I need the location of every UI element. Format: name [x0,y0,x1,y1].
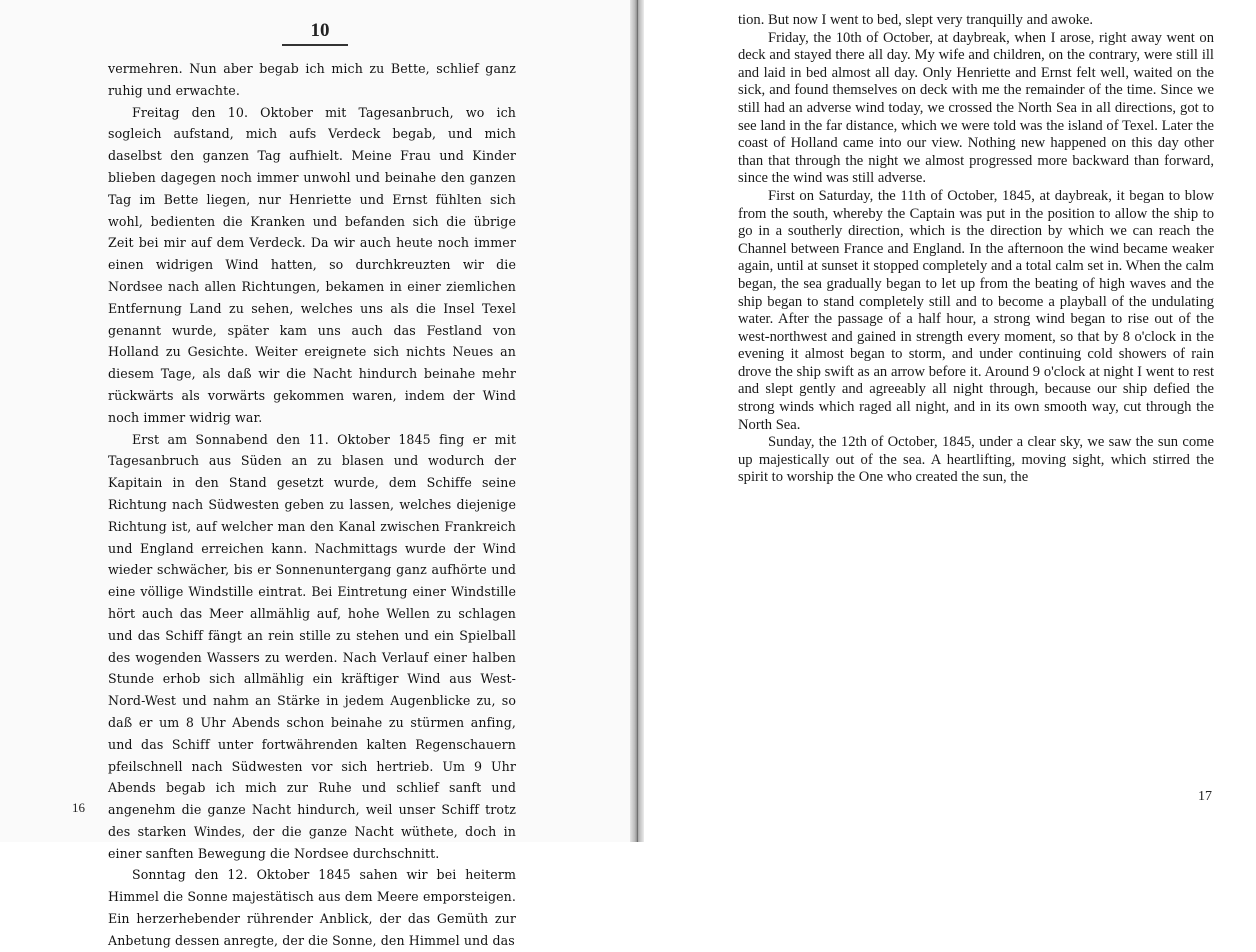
english-paragraph: tion. But now I went to bed, slept very tranquilly and awoke. [738,12,1094,28]
right-page-number: 17 [1198,789,1212,804]
page-number-rule [282,44,348,46]
right-page-english-translation [644,0,1256,842]
english-paragraph: Friday, the 10th of October, at daybreak, when I arose, right away went on deck and stayed there all day. My wife and children, on the contrary, were still ill and laid in bed almost all day. Only Henriette and Ernst felt well, waited on the sick, and found themselves on deck with me the remainder of the time. Since we still had an adverse wind today, we crossed the North Sea in all directions, got to see land in the far distance, which we were told was the island of Texel. Later the coast of Holland came into our view. Nothing new happened on this day other than that through the night we almost progressed more backward than forward, since the wind was still adverse. [738,29,1214,187]
german-paragraph: Erst am Sonnabend den 11. Oktober 1845 fing er mit Tagesanbruch aus Süden an zu blasen und wodurch der Kapitain in den Stand gesetzt wurde, dem Schiffe seine Richtung nach Südwesten geben zu lassen, welches diejenige Richtung ist, auf welcher man den Kanal zwischen Frankreich und England erreichen kann. Nachmittags wurde der Wind wieder schwächer, bis er Sonnenuntergang ganz aufhörte und eine völlige Windstille eintrat. Bei Eintretung einer Windstille hört auch das Meer allmählig auf, hohe Wellen zu schlagen und das Schiff fängt an rein stille zu stehen und ein Spielball des wogenden Wassers zu werden. Nach Verlauf einer halben Stunde erhob sich allmählig ein kräftiger Wind aus West-Nord-West und nahm an Stärke in jedem Augenblicke zu, so daß er um 8 Uhr Abends schon beinahe zu stürmen anfing, und das Schiff unter fortwährenden kalten Regenschauern pfeilschnell nach Südwesten vor sich hertrieb. Um 9 Uhr Abends begab ich mich zur Ruhe und schlief sanft und angenehm die ganze Nacht hindurch, weil unser Schiff trotz des starken Windes, der die ganze Nacht wüthete, doch in einer sanften Bewegung die Nordsee durchschnitt. [108,431,516,861]
german-body-text [108,58,516,952]
original-page-number: 10 [310,20,330,41]
german-paragraph: Sonntag den 12. Oktober 1845 sahen wir bei heiterm Himmel die Sonne majestätisch aus dem Meere emporsteigen. Ein herzerhebender rührender Anblick, der das Gemüth zur Anbetung dessen anregte, der die Sonne, den Himmel und das [108,867,516,948]
left-page-number: 16 [72,800,85,815]
german-paragraph: Freitag den 10. Oktober mit Tagesanbruch, wo ich sogleich aufstand, mich aufs Verdeck begab, und mich daselbst den ganzen Tag aufhielt. Meine Frau und Kinder blieben dagegen noch immer unwohl und beinahe den ganzen Tag im Bette liegen, nur Henriette und Ernst fühlten sich wohl, bedienten die Kranken und befanden sich die übrige Zeit bei mir auf dem Verdeck. Da wir auch heute noch immer einen widrigen Wind hatten, so durchkreuzten wir die Nordsee nach allen Richtungen, bekamen in einer ziemlichen Entfernung Land zu sehen, welches uns als die Insel Texel genannt wurde, später kam uns auch das Festland von Holland zu Gesichte. Weiter ereignete sich nichts Neues an diesem Tage, als daß wir die Nacht hindurch beinahe mehr rückwärts als vorwärts gekommen waren, indem der Wind noch immer widrig war. [108,104,516,425]
gutter-line [637,0,638,842]
english-paragraph: Sunday, the 12th of October, 1845, under a clear sky, we saw the sun come up majestically out of the sea. A heartlifting, moving sight, which stirred the spirit to worship the One who created the sun, the [738,434,1214,486]
english-body-text [738,12,1214,487]
english-paragraph: First on Saturday, the 11th of October, 1845, at daybreak, it began to blow from the south, whereby the Captain was put in the position to allow the ship to go in a southerly direction, which is the direction by which we can reach the Channel between France and England. In the afternoon the wind became weaker again, until at sunset it stopped completely and a total calm set in. When the calm began, the sea gradually began to let up from the beating of high waves and the ship began to stand completely still and to become a playball of the undulating water. After the passage of a half hour, a strong wind began to rise out of the west-northwest and gained in strength every moment, so that by 8 o'clock in the evening it almost began to storm, and under continuing cold showers of rain drove the ship swift as an arrow before it. Around 9 o'clock at night I went to rest and slept gently and agreeably all night through, because our ship defied the strong winds which raged all night, and in its own smooth way, cut through the North Sea. [738,187,1214,433]
german-paragraph: vermehren. Nun aber begab ich mich zu Bette, schlief ganz ruhig und erwachte. [108,61,516,98]
